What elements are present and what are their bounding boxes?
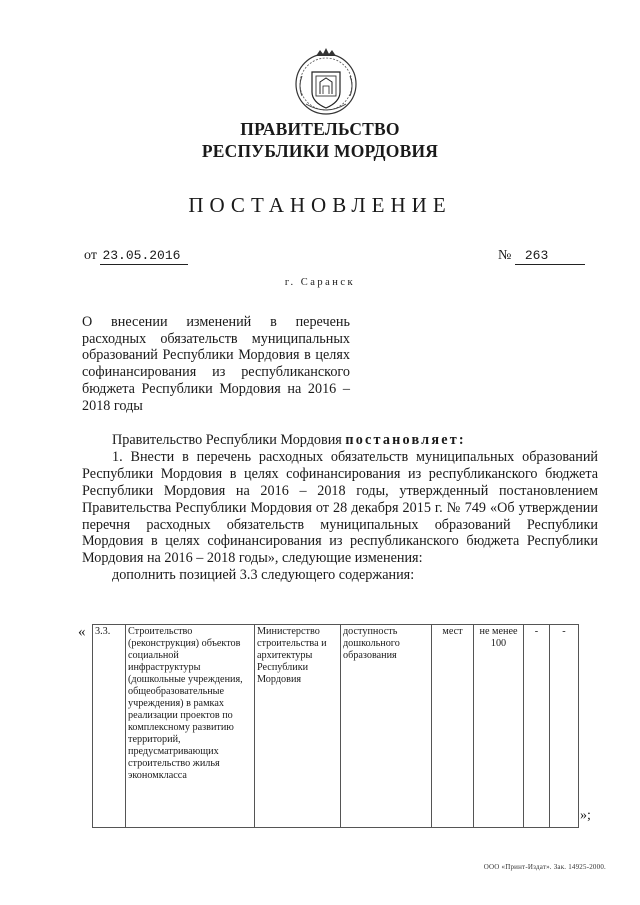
cell-name: Строительство (реконструкция) объектов социальной инфраструктуры (дошкольные учреждения, общеобразовательные учреждения) в рамках реализации проектов по комплексному развитию территорий, предусматривающих строительство жилья экономкласса <box>126 625 255 828</box>
add-position-line: дополнить позицией 3.3 следующего содержания: <box>112 567 415 584</box>
date-row <box>84 248 188 265</box>
cell-unit: мест <box>432 625 474 828</box>
government-title: ПРАВИТЕЛЬСТВО <box>240 119 400 139</box>
document-body <box>82 432 598 584</box>
number-prefix: № <box>498 248 512 263</box>
intro-paragraph <box>82 432 598 449</box>
cell-indicator: доступность дошкольного образования <box>341 625 432 828</box>
document-type: ПОСТАНОВЛЕНИЕ <box>188 193 452 217</box>
document-subject: О внесении изменений в перечень расходных обязательств муниципальных образований Республики Мордовия в целях софинансирования из республиканского бюджета Республики Мордовия на 2016 – 2018 годы <box>82 314 350 414</box>
intro-text: Правительство Республики Мордовия <box>112 432 342 448</box>
printer-footer: ООО «Принт-Издат». Зак. 14925-2000. <box>483 863 606 871</box>
document-number: 263 <box>515 248 585 265</box>
document-date: 23.05.2016 <box>100 248 188 265</box>
table-row <box>93 625 579 828</box>
cell-value: не менее 100 <box>474 625 524 828</box>
open-quote: « <box>78 624 86 640</box>
city: г. Саранск <box>284 277 356 288</box>
cell-number: 3.3. <box>93 625 126 828</box>
cell-col8: - <box>550 625 579 828</box>
republic-title: РЕСПУБЛИКИ МОРДОВИЯ <box>201 141 439 161</box>
amendment-table <box>92 624 579 828</box>
close-quote: »; <box>580 808 591 823</box>
date-prefix: от <box>84 248 97 263</box>
coat-of-arms-icon <box>292 46 360 118</box>
item-1: 1. Внести в перечень расходных обязательств муниципальных образований Республики Мордовия в целях софинансирования из республиканского бюджета Республики Мордовия на 2016 – 2018 годы, утвержденный постановлением Правительства Республики Мордовия от 28 декабря 2015 г. № 749 «Об утверждении перечня расходных обязательств муниципальных образований Республики Мордовия в целях софинансирования из республиканского бюджета Республики Мордовия на 2016 – 2018 годы», следующие изменения: <box>82 448 598 567</box>
cell-ministry: Министерство строительства и архитектуры Республики Мордовия <box>255 625 341 828</box>
number-row <box>498 248 585 265</box>
cell-col7: - <box>524 625 550 828</box>
intro-emphasis: постановляет: <box>345 432 466 448</box>
